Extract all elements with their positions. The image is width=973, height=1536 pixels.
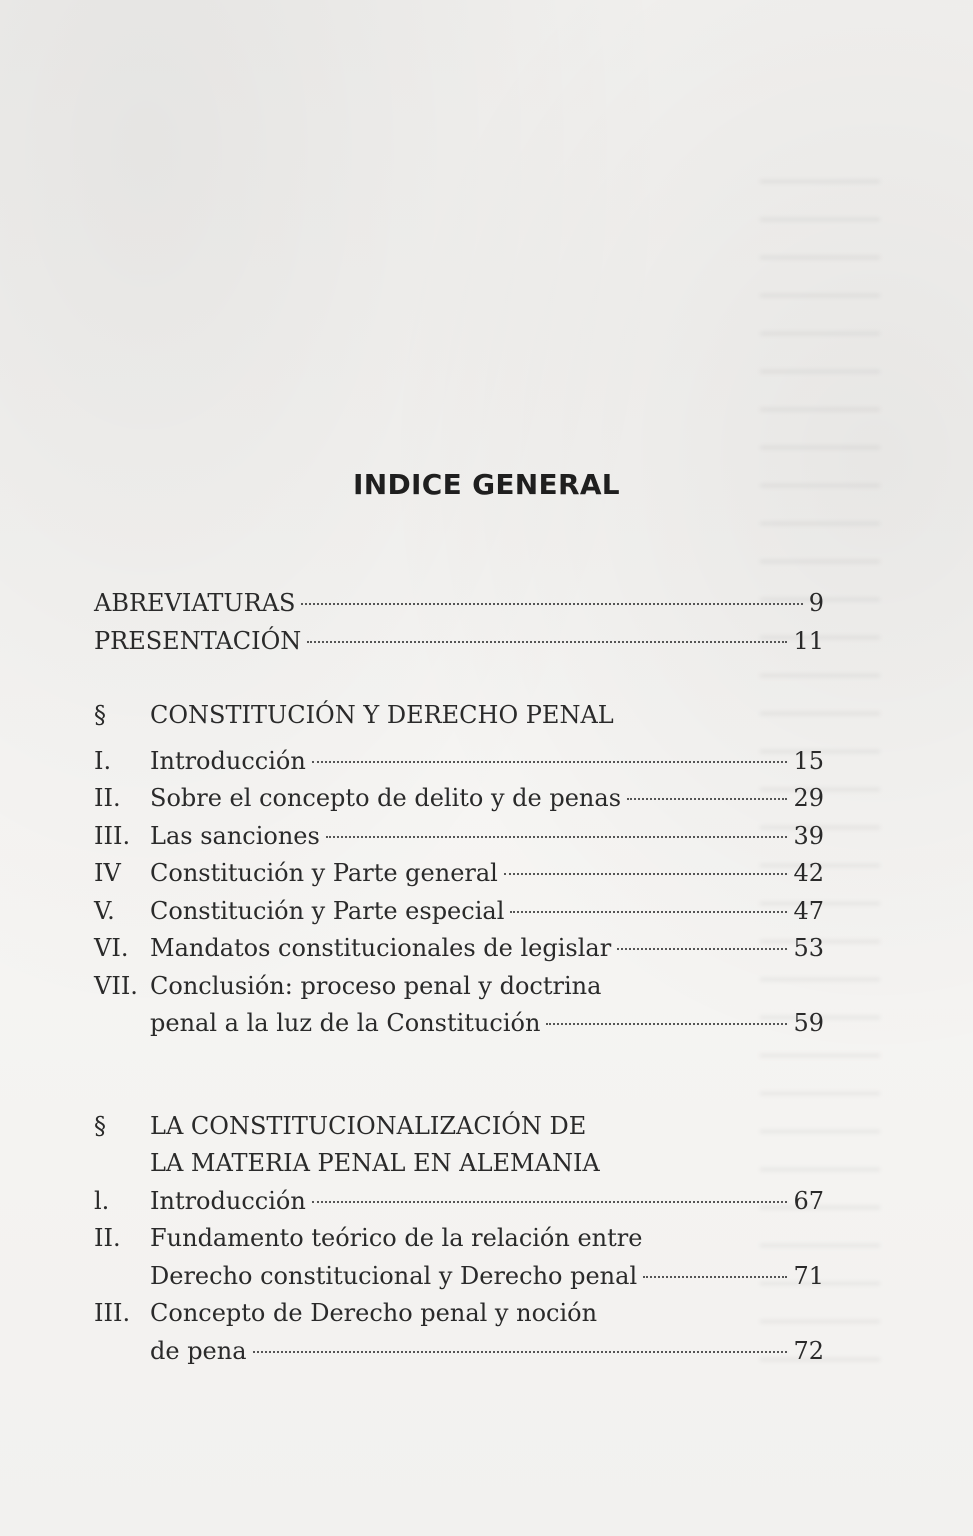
dot-leader bbox=[253, 1351, 788, 1353]
section-heading-continuation bbox=[94, 1145, 824, 1183]
dot-leader bbox=[326, 836, 788, 838]
toc-entry-page: 39 bbox=[793, 821, 824, 850]
toc-entry-number: I. bbox=[94, 746, 112, 775]
toc-entry-number: IV bbox=[94, 859, 121, 887]
section-heading-text: LA MATERIA PENAL EN ALEMANIA bbox=[150, 1149, 600, 1177]
section-heading-text: LA CONSTITUCIONALIZACIÓN DE bbox=[150, 1111, 587, 1140]
toc-entry-number: II. bbox=[94, 1224, 121, 1252]
dot-leader bbox=[312, 1201, 788, 1203]
toc-entry-label: penal a la luz de la Constitución bbox=[150, 1009, 541, 1037]
toc-entry-abreviaturas bbox=[94, 585, 824, 623]
toc-entry-label: ABREVIATURAS bbox=[94, 589, 296, 617]
toc-entry bbox=[94, 1295, 824, 1333]
toc-entry-number: VII. bbox=[94, 971, 138, 1000]
toc-entry-label: PRESENTACIÓN bbox=[94, 626, 302, 655]
section-symbol: § bbox=[94, 1111, 106, 1140]
dot-leader bbox=[301, 603, 802, 605]
toc-entry-label: Introducción bbox=[150, 746, 306, 775]
toc-entry-label: Constitución y Parte general bbox=[150, 859, 498, 887]
toc-entry bbox=[94, 780, 824, 818]
dot-leader bbox=[510, 911, 787, 913]
toc-entry-label: Sobre el concepto de delito y de penas bbox=[150, 784, 622, 812]
toc-entry-page: 42 bbox=[793, 859, 824, 887]
toc-entry-number: l. bbox=[94, 1186, 110, 1215]
dot-leader bbox=[546, 1023, 787, 1025]
toc-entry-continuation bbox=[94, 1333, 824, 1371]
dot-leader bbox=[312, 761, 788, 763]
toc-entry-number: II. bbox=[94, 784, 121, 812]
dot-leader bbox=[643, 1276, 787, 1278]
toc-entry-page: 9 bbox=[808, 589, 824, 617]
toc-entry-number: VI. bbox=[94, 934, 129, 962]
dot-leader bbox=[307, 641, 787, 643]
toc-entry-number: III. bbox=[94, 821, 131, 850]
toc-entry-label: Conclusión: proceso penal y doctrina bbox=[150, 971, 602, 1000]
section-heading bbox=[94, 697, 824, 735]
toc-entry-number: V. bbox=[94, 896, 115, 925]
toc-entry-continuation bbox=[94, 1005, 824, 1043]
toc-entry-page: 47 bbox=[793, 896, 824, 925]
toc-entry-presentacion bbox=[94, 623, 824, 661]
toc-entry-label: Fundamento teórico de la relación entre bbox=[150, 1224, 643, 1252]
toc-entry-page: 15 bbox=[793, 746, 824, 775]
toc-entry-page: 59 bbox=[793, 1009, 824, 1037]
dot-leader bbox=[617, 948, 787, 950]
toc-entry-label: Constitución y Parte especial bbox=[150, 896, 505, 925]
toc-entry-label: Derecho constitucional y Derecho penal bbox=[150, 1261, 638, 1290]
toc-entry-page: 53 bbox=[793, 934, 824, 962]
table-of-contents bbox=[94, 585, 824, 1370]
toc-entry bbox=[94, 855, 824, 893]
section-heading bbox=[94, 1108, 824, 1146]
toc-entry-page: 29 bbox=[793, 784, 824, 812]
toc-entry bbox=[94, 968, 824, 1006]
toc-entry-page: 71 bbox=[793, 1261, 824, 1290]
toc-entry-page: 72 bbox=[793, 1336, 824, 1365]
toc-entry bbox=[94, 743, 824, 781]
toc-entry bbox=[94, 818, 824, 856]
section-heading-text: CONSTITUCIÓN Y DERECHO PENAL bbox=[150, 701, 614, 729]
toc-entry-page: 67 bbox=[793, 1186, 824, 1215]
toc-entry-label: Concepto de Derecho penal y noción bbox=[150, 1299, 598, 1327]
toc-entry-label: Las sanciones bbox=[150, 821, 320, 850]
toc-entry-label: de pena bbox=[150, 1336, 247, 1365]
dot-leader bbox=[504, 873, 788, 875]
toc-entry-label: Mandatos constitucionales de legislar bbox=[150, 934, 612, 962]
toc-entry-number: III. bbox=[94, 1299, 131, 1327]
toc-entry-label: Introducción bbox=[150, 1186, 306, 1215]
toc-entry-page: 11 bbox=[793, 626, 824, 655]
toc-entry bbox=[94, 893, 824, 931]
page-title: INDICE GENERAL bbox=[353, 468, 620, 501]
section-symbol: § bbox=[94, 701, 106, 729]
toc-entry bbox=[94, 930, 824, 968]
toc-entry bbox=[94, 1183, 824, 1221]
toc-entry bbox=[94, 1220, 824, 1258]
toc-entry-continuation bbox=[94, 1258, 824, 1296]
dot-leader bbox=[627, 798, 787, 800]
